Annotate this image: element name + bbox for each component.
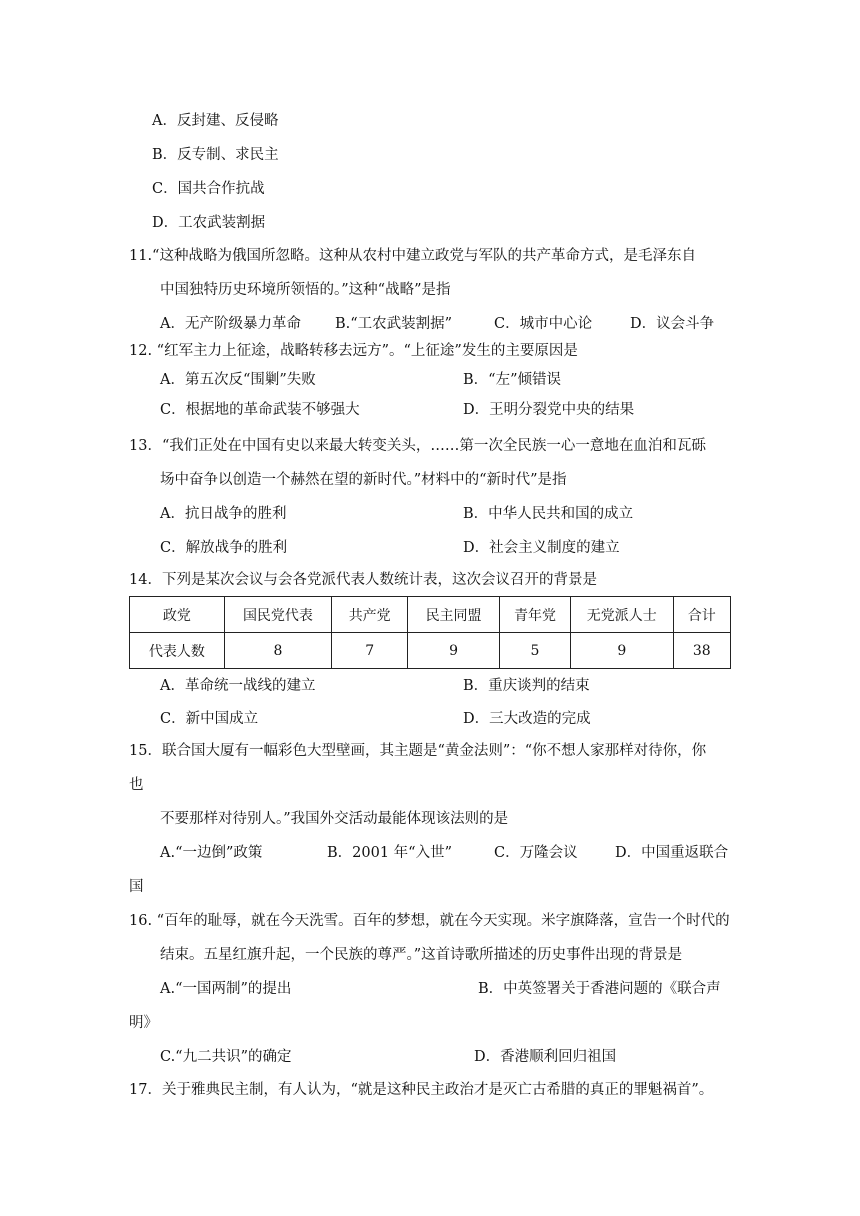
- q15-option-c: C．万隆会议: [494, 845, 578, 861]
- table-cell: 8: [224, 633, 331, 669]
- table-header-cell: 青年党: [499, 597, 570, 633]
- q16-option-b: B．中英签署关于香港问题的《联合声: [478, 981, 721, 997]
- table-cell: 5: [499, 633, 570, 669]
- q14-stem: 14．下列是某次会议与会各党派代表人数统计表，这次会议召开的背景是: [129, 572, 597, 588]
- table-row: [130, 633, 731, 669]
- q16-option-a: A.“一国两制”的提出: [160, 981, 292, 997]
- q10-option-c: C．国共合作抗战: [152, 181, 265, 197]
- q10-option-d: D．工农武装割据: [152, 215, 266, 231]
- table-header-row: [130, 597, 731, 633]
- q13-option-d: D．社会主义制度的建立: [463, 540, 620, 556]
- q10-option-b: B．反专制、求民主: [152, 147, 279, 163]
- q12-option-b: B．“左”倾错误: [463, 372, 561, 388]
- q13-option-a: A．抗日战争的胜利: [160, 506, 287, 522]
- q11-option-a: A．无产阶级暴力革命: [160, 316, 301, 332]
- q14-option-b: B．重庆谈判的结束: [463, 678, 590, 694]
- q14-option-d: D．三大改造的完成: [463, 711, 591, 727]
- table-cell: 9: [408, 633, 500, 669]
- table-header-cell: 民主同盟: [408, 597, 500, 633]
- table-header-cell: 政党: [130, 597, 225, 633]
- table-header-cell: 合计: [673, 597, 730, 633]
- q12-option-c: C．根据地的革命武装不够强大: [160, 402, 360, 418]
- q15-option-a: A.“一边倒”政策: [160, 845, 263, 861]
- q15-option-b: B．2001 年“入世”: [327, 845, 452, 861]
- q16-stem-line2: 结束。五星红旗升起，一个民族的尊严。”这首诗歌所描述的历史事件出现的背景是: [160, 947, 683, 963]
- q12-option-a: A．第五次反“围剿”失败: [160, 372, 316, 388]
- q16-option-b-wrap: 明》: [129, 1015, 158, 1031]
- q15-option-d-wrap: 国: [129, 879, 144, 895]
- q14-option-c: C．新中国成立: [160, 711, 259, 727]
- q16-stem-line1: 16. “百年的耻辱，就在今天洗雪。百年的梦想，就在今天实现。米字旗降落，宣告一个时代的: [129, 913, 730, 929]
- q13-option-b: B．中华人民共和国的成立: [463, 506, 634, 522]
- q13-stem-line2: 场中奋争以创造一个赫然在望的新时代。”材料中的“新时代”是指: [160, 472, 567, 488]
- table-cell: 7: [332, 633, 408, 669]
- q15-stem-line3: 不要那样对待别人。”我国外交活动最能体现该法则的是: [160, 811, 509, 827]
- q13-stem-line1: 13．“我们正处在中国有史以来最大转变关头，……第一次全民族一心一意地在血泊和瓦砾: [129, 438, 706, 454]
- table-cell: 9: [571, 633, 674, 669]
- q15-stem-line1: 15．联合国大厦有一幅彩色大型壁画，其主题是“黄金法则”：“你不想人家那样对待你，你: [129, 743, 707, 759]
- q16-option-c: C.“九二共识”的确定: [160, 1049, 292, 1065]
- table-header-cell: 国民党代表: [224, 597, 331, 633]
- q15-option-d: D．中国重返联合: [615, 845, 729, 861]
- q13-option-c: C．解放战争的胜利: [160, 540, 288, 556]
- delegates-table: [129, 596, 731, 669]
- q11-option-c: C．城市中心论: [494, 316, 593, 332]
- q14-option-a: A．革命统一战线的建立: [160, 678, 316, 694]
- q17-stem: 17．关于雅典民主制，有人认为，“就是这种民主政治才是灭亡古希腊的真正的罪魁祸首”。: [129, 1082, 714, 1098]
- q12-option-d: D．王明分裂党中央的结果: [463, 402, 635, 418]
- q10-option-a: A．反封建、反侵略: [152, 113, 279, 129]
- q11-stem-line2: 中国独特历史环境所领悟的。”这种“战略”是指: [160, 282, 451, 298]
- q11-option-b: B.“工农武装割据”: [335, 316, 453, 332]
- q11-option-d: D．议会斗争: [630, 316, 715, 332]
- q11-stem-line1: 11.“这种战略为俄国所忽略。这种从农村中建立政党与军队的共产革命方式，是毛泽东自: [129, 248, 696, 264]
- q15-stem-line2: 也: [129, 777, 144, 793]
- table-header-cell: 无党派人士: [571, 597, 674, 633]
- table-cell: 代表人数: [130, 633, 225, 669]
- q12-stem: 12. “红军主力上征途，战略转移去远方”。“上征途”发生的主要原因是: [129, 343, 578, 359]
- table-header-cell: 共产党: [332, 597, 408, 633]
- q16-option-d: D．香港顺利回归祖国: [474, 1049, 617, 1065]
- table-cell: 38: [673, 633, 730, 669]
